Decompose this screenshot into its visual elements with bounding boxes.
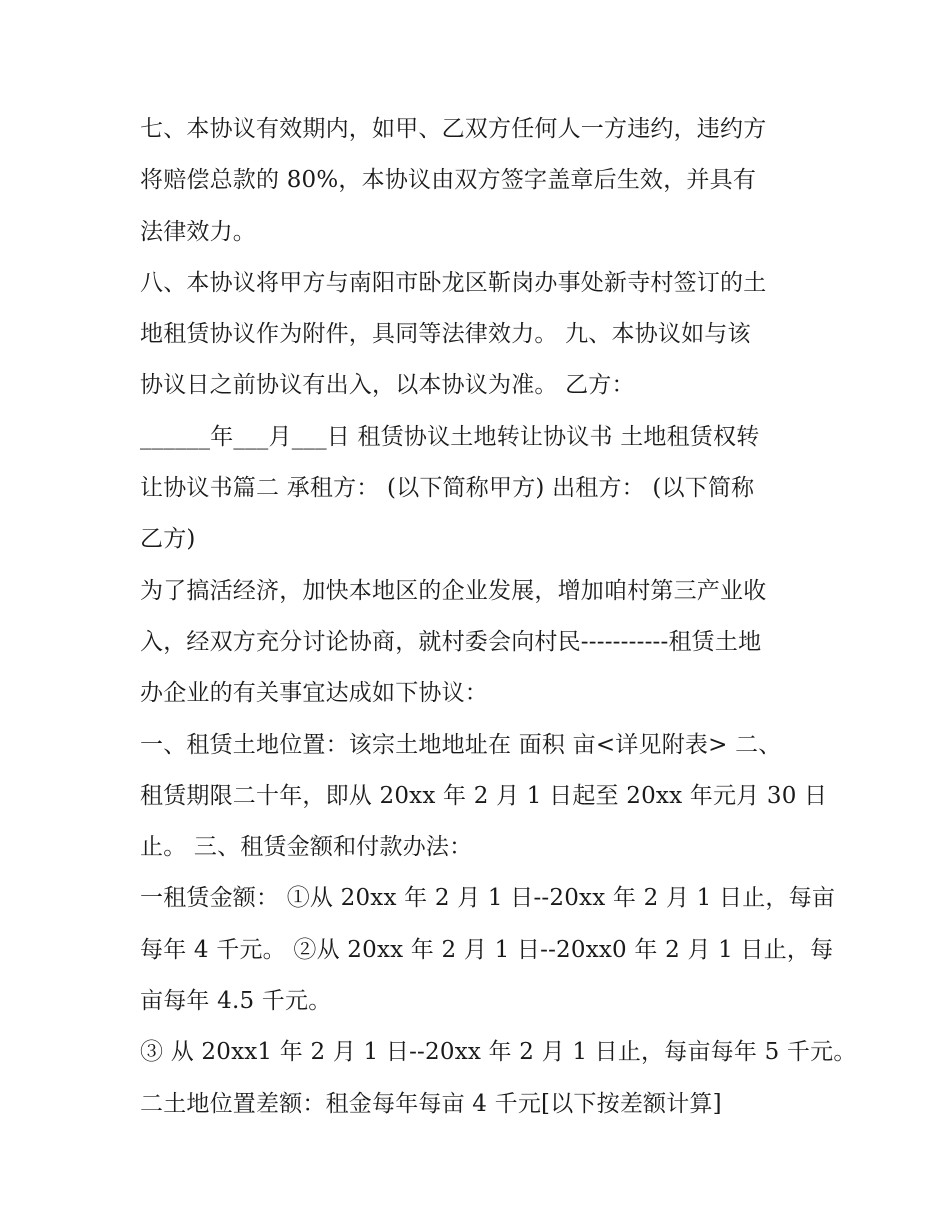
text-line: 止。 三、租赁金额和付款办法： <box>140 834 473 861</box>
text-line: 法律效力。 <box>140 218 256 245</box>
text-line: 入，经双方充分讨论协商，就村委会向村民-----------租赁土地 <box>140 628 762 655</box>
text-line: 七、本协议有效期内，如甲、乙双方任何人一方违约，违约方 <box>140 116 767 142</box>
text-line: 二土地位置差额：租金每年每亩 4 千元[以下按差额计算] <box>140 1090 722 1117</box>
text-line: 将赔偿总款的 80%，本协议由双方签字盖章后生效，并具有 <box>140 167 757 194</box>
text-line: 办企业的有关事宜达成如下协议： <box>140 680 488 707</box>
text-line: 八、本协议将甲方与南阳市卧龙区靳岗办事处新寺村签订的土 <box>140 269 767 296</box>
document-body <box>140 104 857 1130</box>
text-line: 为了搞活经济，加快本地区的企业发展，增加咱村第三产业收 <box>140 577 767 604</box>
text-line: 亩每年 4.5 千元。 <box>140 988 332 1015</box>
text-line: 一租赁金额： ①从 20xx 年 2 月 1 日--20xx 年 2 月 1 日止，每亩 <box>140 885 836 912</box>
text-line: 乙方) <box>140 526 196 553</box>
text-line: 让协议书篇二 承租方： (以下简称甲方) 出租方： (以下简称 <box>140 475 755 502</box>
text-line: 一、租赁土地位置：该宗土地地址在 面积 亩<详见附表> 二、 <box>140 731 782 758</box>
text-line: 地租赁协议作为附件，具同等法律效力。 九、本协议如与该 <box>140 321 751 348</box>
text-line: 租赁期限二十年，即从 20xx 年 2 月 1 日起至 20xx 年元月 30 日 <box>140 782 828 809</box>
text-line: ③ 从 20xx1 年 2 月 1 日--20xx 年 2 月 1 日止，每亩每年 5 千元。 <box>140 1039 857 1066</box>
text-line: 每年 4 千元。 ②从 20xx 年 2 月 1 日--20xx0 年 2 月 1 日止，每 <box>140 936 834 963</box>
text-line: ______年___月___日 租赁协议土地转让协议书 土地租赁权转 <box>140 423 760 450</box>
text-line: 协议日之前协议有出入，以本协议为准。 乙方： <box>140 372 635 399</box>
